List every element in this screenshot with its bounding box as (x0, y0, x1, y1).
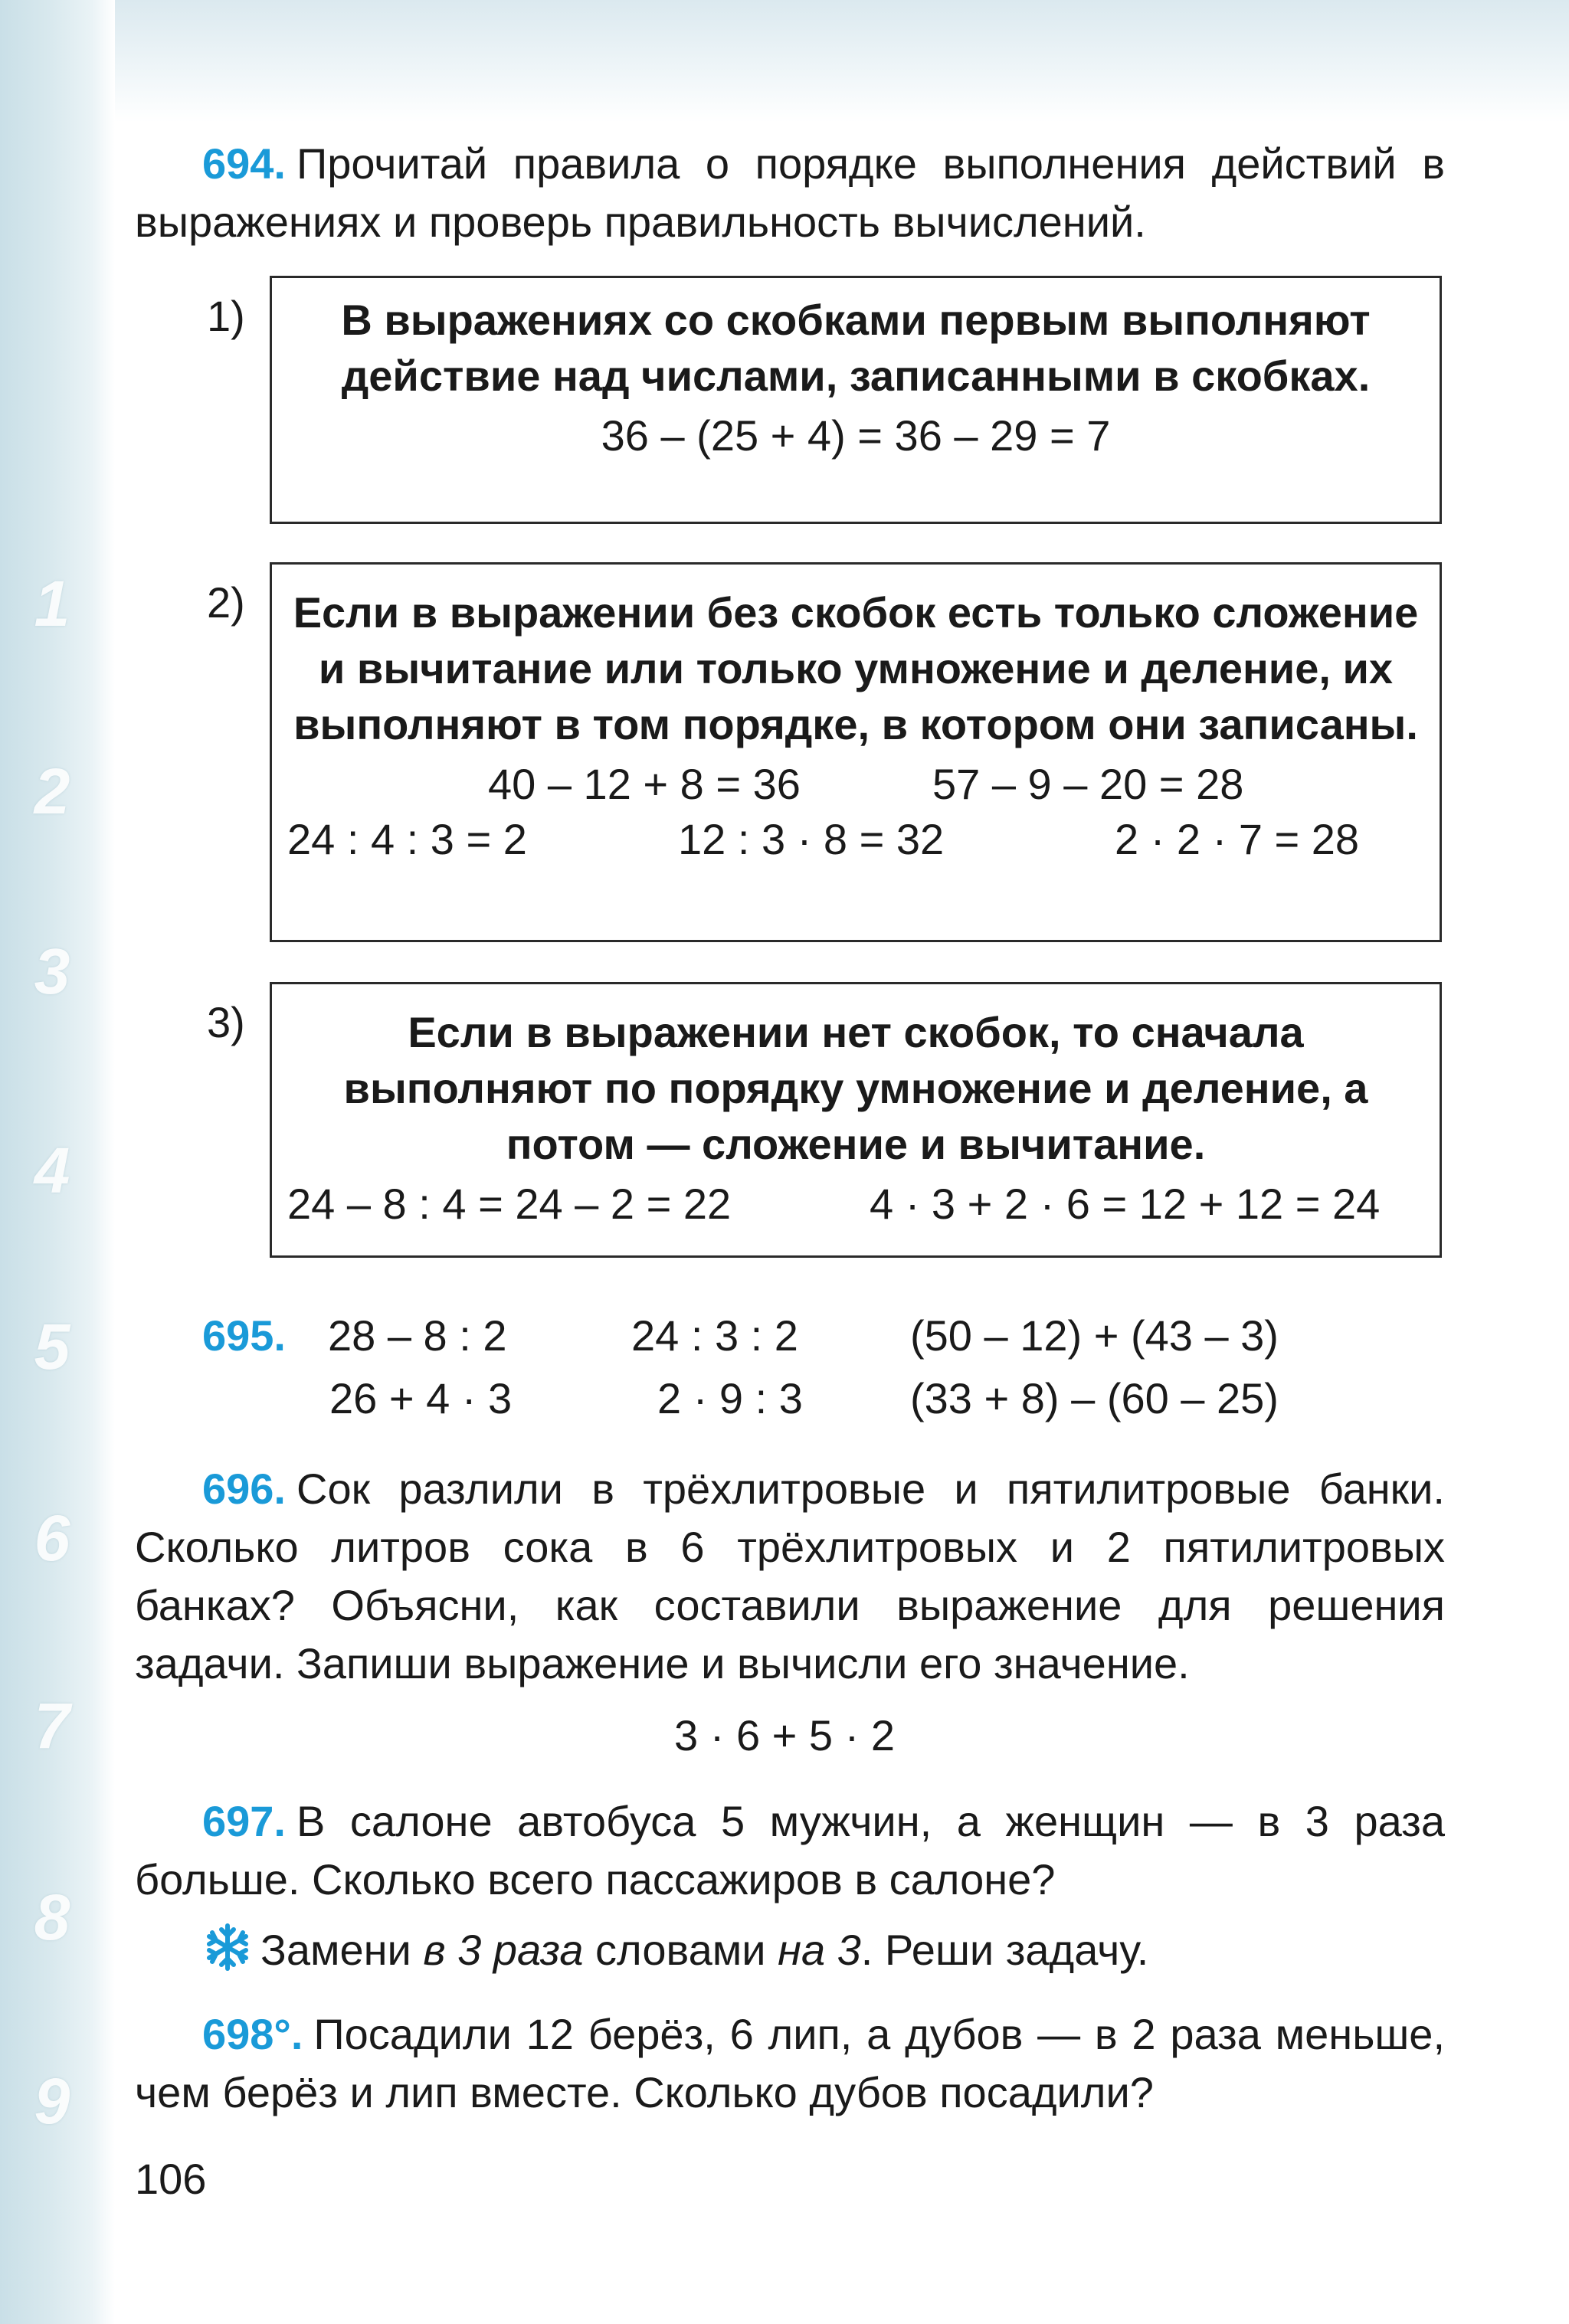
example-row (287, 1177, 1424, 1232)
margin-number: 5 (34, 1311, 70, 1383)
margin-number: 4 (34, 1134, 70, 1206)
exercise-number: 695. (202, 1311, 286, 1360)
exercise-text: В салоне автобуса 5 мужчин, а женщин — в 3 раза больше. Сколько всего пассажиров в салоне? (135, 1797, 1445, 1903)
example-equation: 24 – 8 : 4 = 24 – 2 = 22 (287, 1180, 732, 1228)
rule-text: Если в выражении нет скобок, то сначала выполняют по порядку умножение и деление, а потом — сложение и вычитание. (343, 1008, 1368, 1168)
exercise-text: Сок разлили в трёхлитровые и пятилитровые банки. Сколько литров сока в 6 трёхлитровых и 2 пятилитровых банках? Объясни, как составили выражение для решения задачи. Запиши выражение и вычисли его значение. (135, 1465, 1445, 1687)
margin-strip (0, 0, 115, 2324)
hint-text-italic: на 3 (778, 1926, 861, 1974)
example-equation: 12 : 3 · 8 = 32 (678, 815, 945, 863)
page-number: 106 (135, 2155, 207, 2203)
example-row (287, 757, 1424, 812)
rule-text: Если в выражении без скобок есть только сложение и вычитание или только умножение и деление, их выполняют в том порядке, в котором они записаны. (293, 588, 1419, 748)
rule-box-1 (270, 276, 1442, 524)
margin-number: 9 (34, 2065, 70, 2137)
exercise-694 (135, 135, 1445, 251)
margin-number: 7 (34, 1690, 70, 1762)
exercise-number: 698°. (202, 2010, 303, 2058)
hint-line (202, 1921, 1443, 1979)
margin-number: 8 (34, 1881, 70, 1953)
example-equation: 40 – 12 + 8 = 36 (488, 760, 801, 808)
margin-number: 6 (34, 1502, 70, 1574)
exercise-698 (135, 2005, 1445, 2122)
exercise-697 (135, 1792, 1445, 1909)
rule-box-2 (270, 562, 1442, 942)
example-equation: 24 : 4 : 3 = 2 (287, 815, 527, 863)
rule-label: 3) (207, 998, 245, 1046)
example-equation: 36 – (25 + 4) = 36 – 29 = 7 (601, 411, 1111, 460)
expression: (33 + 8) – (60 – 25) (910, 1374, 1279, 1422)
expression: 3 · 6 + 5 · 2 (674, 1711, 895, 1759)
rule-box-3 (270, 982, 1442, 1258)
expression: (50 – 12) + (43 – 3) (910, 1311, 1279, 1360)
example-equation: 57 – 9 – 20 = 28 (932, 760, 1244, 808)
rule-text: В выражениях со скобками первым выполняют действие над числами, записанными в скобках. (341, 296, 1371, 400)
rule-label: 1) (207, 292, 245, 340)
margin-number: 2 (34, 755, 70, 827)
exercise-number: 696. (202, 1465, 286, 1513)
example-equation: 4 · 3 + 2 · 6 = 12 + 12 = 24 (870, 1180, 1381, 1228)
hint-text-italic: в 3 раза (423, 1926, 584, 1974)
margin-number: 1 (34, 568, 70, 640)
rule-label: 2) (207, 578, 245, 627)
expression: 26 + 4 · 3 (329, 1374, 513, 1422)
example-equation: 2 · 2 · 7 = 28 (1115, 815, 1360, 863)
exercise-number: 697. (202, 1797, 286, 1845)
expression: 24 : 3 : 2 (631, 1311, 798, 1360)
hint-text: Замени (260, 1926, 424, 1974)
expression: 28 – 8 : 2 (328, 1311, 507, 1360)
exercise-number: 694. (202, 139, 286, 188)
snowflake-icon (202, 1922, 253, 1972)
exercise-text: Прочитай правила о порядке выполнения действий в выражениях и проверь правильность вычислений. (135, 139, 1445, 246)
hint-text: . Реши задачу. (860, 1926, 1149, 1974)
hint-text: словами (583, 1926, 778, 1974)
expression: 2 · 9 : 3 (657, 1374, 803, 1422)
example-row (287, 812, 1424, 867)
margin-number: 3 (34, 935, 70, 1007)
exercise-text: Посадили 12 берёз, 6 лип, а дубов — в 2 раза меньше, чем берёз и лип вместе. Сколько дубов посадили? (135, 2010, 1445, 2116)
exercise-696 (135, 1460, 1445, 1693)
top-band (0, 0, 1569, 123)
